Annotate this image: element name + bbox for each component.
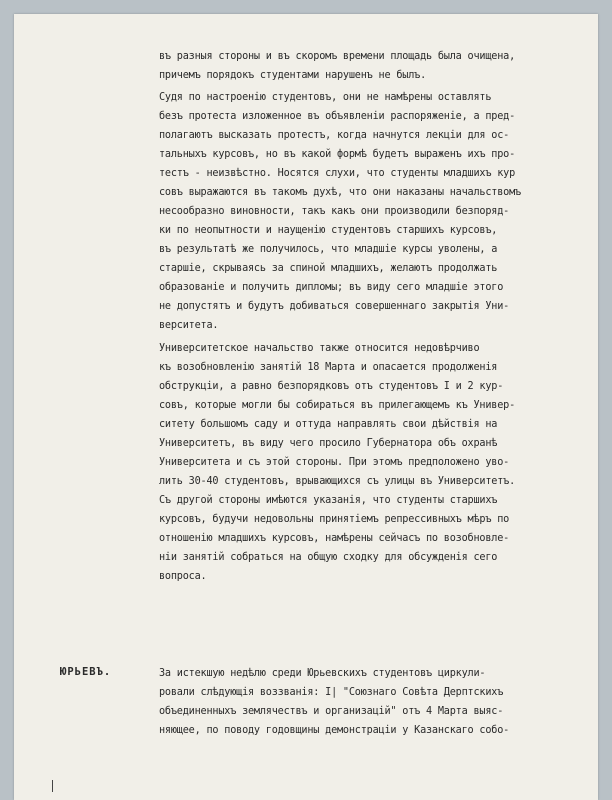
text-line: ровали слѣдующія воззванія: I| "Союзнаго Совѣта Дерптскихъ [159,687,504,698]
text-line: ситету большомъ саду и оттуда направлять свои дѣйствія на [159,419,498,430]
text-line: образованіе и получить дипломы; въ виду сего младшіе этого [159,282,504,293]
text-line: вопроса. [159,571,207,582]
text-line: Университета и съ этой стороны. При этомъ предположено уво- [159,457,510,468]
text-line: тестъ - неизвѣстно. Носятся слухи, что студенты младшихъ кур [159,168,516,179]
section-label: ЮРЬЕВЪ. [60,666,112,678]
text-line: обструкціи, а равно безпорядковъ отъ студентовъ I и 2 кур- [159,381,504,392]
text-line: За истекшую недѣлю среди Юрьевскихъ студентовъ циркули- [159,668,486,679]
text-line: въ разныя стороны и въ скоромъ времени площадь была очищена, [159,51,516,62]
text-line: въ результатѣ же получилось, что младшіе курсы уволены, а [159,244,498,255]
text-line: не допустятъ и будутъ добиваться совершеннаго закрытія Уни- [159,301,510,312]
text-line: ки по неопытности и наущенію студентовъ старшихъ курсовъ, [159,225,498,236]
text-line: старшіе, скрываясь за спиной младшихъ, желаютъ продолжать [159,263,498,274]
text-line: совъ, которые могли бы собираться въ прилегающемъ къ Универ- [159,400,516,411]
text-line: полагаютъ высказать протестъ, когда начнутся лекціи для ос- [159,130,510,141]
text-line: совъ выражаются въ такомъ духѣ, что они наказаны начальствомъ [159,187,521,198]
text-line: тальныхъ курсовъ, но въ какой формѣ будетъ выраженъ ихъ про- [159,149,516,160]
text-line: несообразно виновности, такъ какъ они производили безпоряд- [159,206,510,217]
text-line: лить 30-40 студентовъ, врывающихся съ улицы въ Университетъ. [159,476,516,487]
text-line: ніи занятій собраться на общую сходку для обсужденія сего [159,552,498,563]
text-line: Съ другой стороны имѣются указанія, что студенты старшихъ [159,495,498,506]
text-line: объединенныхъ землячествъ и организацій" отъ 4 Марта выяс- [159,706,504,717]
text-line: отношенію младшихъ курсовъ, намѣрены сейчасъ по возобновле- [159,533,510,544]
text-line: причемъ порядокъ студентами нарушенъ не былъ. [159,70,427,81]
text-line: курсовъ, будучи недовольны принятіемъ репрессивныхъ мѣръ по [159,514,510,525]
margin-mark [52,780,53,792]
text-line: Судя по настроенію студентовъ, они не намѣрены оставлять [159,92,492,103]
text-line: Университетское начальство также относится недовѣрчиво [159,343,480,354]
text-line: верситета. [159,320,219,331]
text-line: няющее, по поводу годовщины демонстраціи у Казанскаго собо- [159,725,510,736]
text-line: къ возобновленію занятій 18 Марта и опасается продолженія [159,362,498,373]
text-line: безъ протеста изложенное въ объявленіи распоряженіе, а пред- [159,111,516,122]
text-line: Университетъ, въ виду чего просило Губернатора объ охранѣ [159,438,498,449]
document-page [14,14,598,800]
